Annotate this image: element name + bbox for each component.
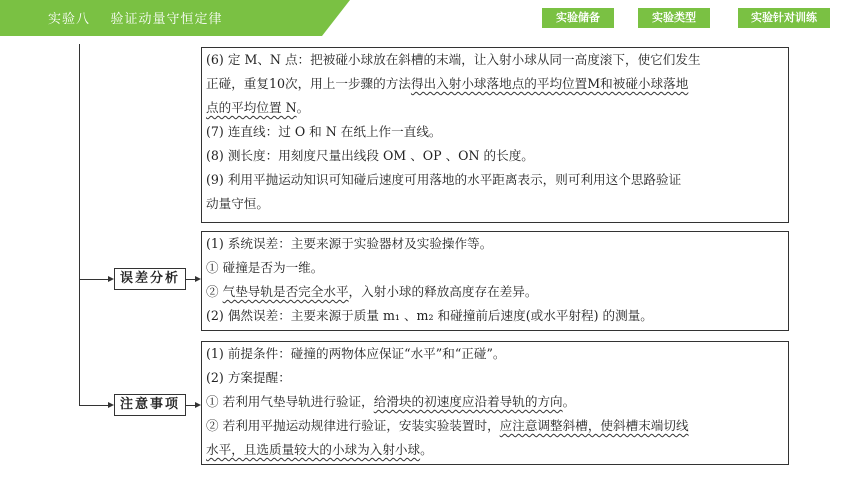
underlined-text: 应注意调整斜槽，使斜槽末端切线: [499, 418, 689, 433]
text-span: 。: [420, 442, 433, 457]
text-span: ② 若利用平抛运动规律进行验证，安装实验装置时，: [206, 418, 500, 433]
text-span: 。: [562, 394, 576, 409]
step-8-line: (8) 测长度：用刻度尺量出线段 OM 、OP 、ON 的长度。: [206, 148, 534, 163]
underlined-text: 点的平均位置 N: [206, 100, 297, 115]
text-span: 正碰，重复10次，用上一步骤的方法: [206, 76, 411, 91]
projectile-tip-line-2: [202, 438, 788, 462]
precautions-label: 注意事项: [114, 394, 186, 416]
underlined-text: 水平，且选质量较大的小球为入射小球: [206, 442, 421, 457]
air-track-tip-line: [202, 390, 788, 414]
precautions-box: [201, 341, 789, 465]
underlined-text: 给滑块的初速度应沿着导轨的方向: [373, 394, 563, 409]
error-analysis-label: 误差分析: [114, 268, 186, 290]
page-title: 实验八 验证动量守恒定律: [48, 12, 223, 27]
step-9-line-2: 动量守恒。: [206, 196, 269, 211]
error-analysis-box: [201, 231, 789, 331]
step-6-line: (6) 定 M、N 点：把被碰小球放在斜槽的末端，让入射小球从同一高度滚下，使它们发生: [206, 52, 701, 67]
nav-button-training[interactable]: 实验针对训练: [738, 8, 830, 28]
connector-line: [79, 279, 109, 280]
precondition-line: (1) 前提条件：碰撞的两物体应保证“水平”和“正碰”。: [206, 346, 506, 361]
top-bar: [0, 0, 860, 36]
nav-button-preparation[interactable]: 实验储备: [542, 8, 614, 28]
underlined-text: 气垫导轨是否完全水平: [222, 284, 349, 299]
step-7-line: (7) 连直线：过 O 和 N 在纸上作一直线。: [206, 124, 442, 139]
step-6-line-3: [202, 96, 788, 120]
text-span: ②: [206, 284, 223, 299]
random-error-line: (2) 偶然误差：主要来源于质量 m₁ 、m₂ 和碰撞前后速度(或水平射程) 的测量。: [206, 308, 653, 323]
text-span: 。: [296, 100, 310, 115]
procedure-steps-box: [201, 47, 789, 223]
step-9-line: (9) 利用平抛运动知识可知碰后速度可用落地的水平距离表示，则可利用这个思路验证: [206, 172, 682, 187]
connector-line: [79, 405, 109, 406]
projectile-tip-line: [202, 414, 788, 438]
tree-trunk-line: [79, 44, 80, 406]
underlined-text: 得出入射小球落地点的平均位置M和被碰小球落地: [410, 76, 689, 91]
air-track-line: [202, 280, 788, 304]
plan-reminder-line: (2) 方案提醒：: [206, 370, 291, 385]
one-dimension-line: ① 碰撞是否为一维。: [206, 260, 324, 275]
nav-button-types[interactable]: 实验类型: [638, 8, 710, 28]
system-error-line: (1) 系统误差：主要来源于实验器材及实验操作等。: [206, 236, 493, 251]
text-span: ① 若利用气垫导轨进行验证，: [206, 394, 374, 409]
step-6-line-2: [202, 72, 788, 96]
text-span: ，入射小球的释放高度存在差异。: [348, 284, 538, 299]
